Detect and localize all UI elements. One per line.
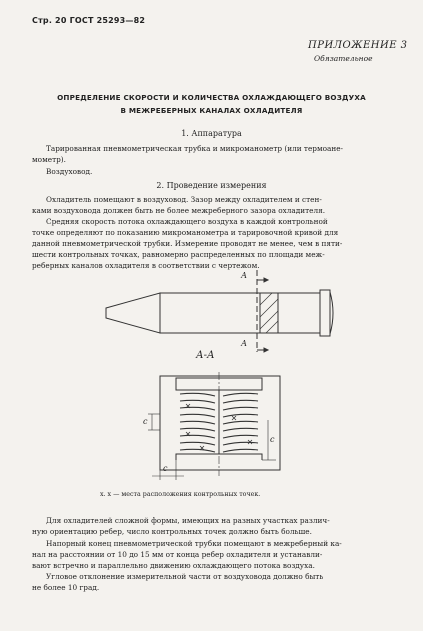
section-2-line: данной пневмометрической трубки. Измерение проводят не менее, чем в пяти-	[32, 239, 343, 248]
section-2-line: Средняя скорость потока охлаждающего воздуха в каждой контрольной	[46, 217, 328, 226]
document-title-line2: В МЕЖРЕБЕРНЫХ КАНАЛАХ ОХЛАДИТЕЛЯ	[120, 106, 303, 115]
body-line: нал на расстоянии от 10 до 15 мм от конца ребер охладителя и устанавли-	[32, 550, 323, 559]
section-1-line: мометр).	[32, 155, 66, 164]
body-line: Для охладителей сложной формы, имеющих на разных участках различ-	[46, 516, 330, 525]
body-line: не более 10 град.	[32, 583, 100, 592]
dimension-c-bottom: с	[163, 464, 168, 473]
section-mark-a-top: А	[241, 271, 248, 280]
figure-caption: х. х — места расположения контрольных точек.	[100, 491, 261, 498]
section-label: А-А	[196, 350, 215, 361]
page-reference: Стр. 20 ГОСТ 25293—82	[32, 16, 146, 25]
hatched-section	[260, 293, 278, 333]
tube-end	[320, 290, 330, 336]
appendix-number: ПРИЛОЖЕНИЕ 3	[308, 40, 408, 51]
section-1-line: Тарированная пневмометрическая трубка и микроманометр (или термоане-	[46, 144, 344, 153]
dimension-c-left: с	[143, 417, 148, 426]
section-2-line: точке определяют по показанию микроманометра и тарировочной кривой для	[32, 228, 339, 237]
section-2-heading: 2. Проведение измерения	[156, 181, 267, 190]
section-1-line: Воздуховод.	[46, 167, 93, 176]
tube-body	[160, 293, 320, 333]
tube-funnel	[106, 293, 160, 333]
body-line: вают встречно и параллельно движению охлаждающего потока воздуха.	[32, 561, 315, 570]
section-1-heading: 1. Аппаратура	[181, 129, 242, 138]
body-line: Напорный конец пневмометрической трубки помещают в межреберный ка-	[46, 539, 342, 548]
body-line: ную ориентацию ребер, число контрольных точек должно быть больше.	[32, 527, 312, 536]
section-2-line: ками воздуховода должен быть не более межреберного зазора охладителя.	[32, 206, 326, 215]
document-title-line1: ОПРЕДЕЛЕНИЕ СКОРОСТИ И КОЛИЧЕСТВА ОХЛАЖДАЮЩЕГО ВОЗДУХА	[57, 93, 366, 102]
body-line: Угловое отклонение измерительной части от воздуховода должно быть	[46, 572, 324, 581]
appendix-status: Обязательное	[314, 54, 373, 63]
section-2-line: шести контрольных точках, равномерно распределенных по площади меж-	[32, 250, 325, 259]
section-2-line: Охладитель помещают в воздуховод. Зазор между охладителем и стен-	[46, 195, 322, 204]
dimension-c-right: с	[270, 435, 275, 444]
section-2-line: реберных каналов охладителя в соответствии с чертежом.	[32, 261, 260, 270]
section-mark-a-bottom: А	[241, 339, 248, 348]
